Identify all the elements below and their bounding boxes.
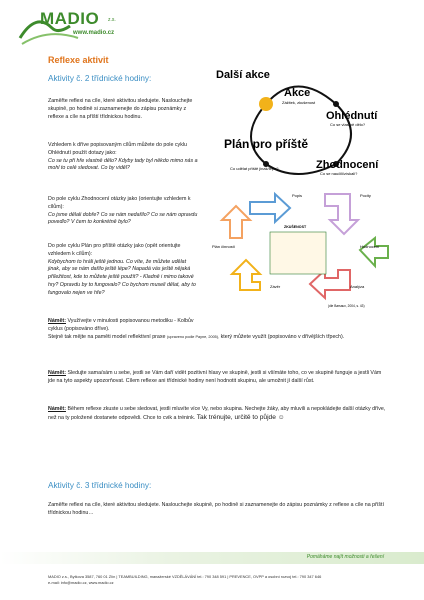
paragraph-namet-listen <box>48 406 388 423</box>
paragraph-zhodnoceni <box>48 196 198 227</box>
paragraph-activity-3: Zaměřte reflexi na cíle, které aktivitou sledujete. Naslouchejte skupině, po hodině si zaznamenejte do zápisu poznámky z reflexe a cíle na příští třídnickou hodinu… <box>48 502 384 516</box>
madio-logo <box>18 8 158 50</box>
paragraph-intro: Vzhledem k dříve popisovaným cílům můžete do pole cyklu Ohlédnutí použít dotazy jako: <box>48 142 187 156</box>
flow-box-hodnoceni: Hodnocení <box>360 244 380 249</box>
paragraph-questions: Co se tu při hře vlastně dělo? Kdyby tady byl někdo mimo nás a mohl to celé sledovat. Co by viděl? <box>48 157 198 172</box>
flow-source: (dle Barsaux, 2004, s. 43) <box>328 304 365 308</box>
cycle-sub-plan: Co udělat příště jinak/lépe? <box>230 166 279 171</box>
paragraph-questions: Co jsme dělali dobře? Co se nám nedařilo? Co se nám opravdu povedlo? V čem to konkrétně bylo? <box>48 211 198 226</box>
namet-text: Sledujte sama/sám u sebe, jestli se Vám daří vidět pozitivní hlasy ve skupině, jestli si všímáte toho, co ve skupině funguje a jestli Vám jde na tyto aspekty upozorňovat. Cílem reflexe ani třídnické hodiny není hodnotit skupinu, ale umožnit jí další růst. <box>48 370 382 384</box>
cycle-node <box>259 97 273 111</box>
cycle-label-ohlednuti: Ohlédnutí <box>326 110 378 122</box>
arrow-yellow-icon <box>232 260 260 290</box>
page-title: Reflexe aktivit <box>48 55 109 65</box>
source-note: (upraveno podle Payne, 2005), <box>166 335 220 339</box>
paragraph-ohlednuti <box>48 142 198 173</box>
reflective-text: Stejně tak mějte na paměti model reflektivní praxe <box>48 334 166 340</box>
namet-label: Námět: <box>48 318 66 324</box>
section-heading-activity-2: Aktivity č. 2 třídnické hodiny: <box>48 74 152 83</box>
namet-text: Využívejte v minulosti popisovanou metodiku - Kolbův cyklus (popisováno dříve). <box>48 318 194 332</box>
flow-box-plan: Plán činnosti <box>212 244 235 249</box>
namet-text: Během reflexe zkuste u sebe sledovat, jestli mluvíte více Vy, nebo skupina. Nechejte žáky, aby mluvili a nepokládejte další otázky dříve, než na ty položené dostanete odpovědi. Chce to cvik a trénink. <box>48 406 386 421</box>
cycle-sub-ohlednuti: Co se vlastně dělo? <box>330 122 366 127</box>
arrow-green-icon <box>360 238 388 266</box>
footer-line: MADIO z.s., Bytkova 3587, 760 01 Zlín | TEAMBUILDING, manažerské VZDĚLÁVÁNÍ tel.: 790 348 591 | PREVENCE, OVPP a osobní rozvoj tel.: 790 347 646 <box>48 574 322 579</box>
flow-box-popis: Popis <box>292 193 303 198</box>
footer-line: e-mail: info@madio.cz, www.madio.cz <box>48 580 114 585</box>
cycle-label-akce: Akce <box>284 87 311 99</box>
paragraph-plan <box>48 243 198 298</box>
footer-contact <box>48 574 388 586</box>
paragraph-namet-positive <box>48 370 388 386</box>
section-heading-activity-3: Aktivity č. 3 třídnické hodiny: <box>48 481 152 490</box>
cycle-label-dalsi-akce: Další akce <box>216 69 270 81</box>
reflective-practice-diagram <box>200 190 395 310</box>
flow-box-zkusenost: ZKUŠENOST <box>284 225 307 229</box>
arrow-orange-icon <box>222 206 250 238</box>
paragraph-intro: Do pole cyklu Zhodnocení otázky jako (orientujte vzhledem k cílům): <box>48 196 191 210</box>
logo-suffix: z.s. <box>108 17 116 23</box>
reflection-cycle-diagram <box>196 64 396 184</box>
reflective-text-end: který můžete využít (popisováno v dřívějších třpech). <box>220 334 345 340</box>
cycle-node <box>333 101 339 107</box>
namet-label: Námět: <box>48 406 66 412</box>
cycle-label-zhodnoceni: Zhodnocení <box>316 159 379 171</box>
paragraph-questions: Kdybychom to hráli ještě jednou. Co víte, že můžete udělat jinak, aby se nám dařilo ještě lépe? Napadá vás ještě nějaká příležitost, kde to můžete ještě použít? - Kladně i mimo takové hry? Opravdu by to fungovalo? Co bychom museli dělat, aby to fungovalo nejen ve hře? <box>48 258 196 296</box>
flow-box-zaver: Závěr <box>270 284 281 289</box>
paragraph-focus-goals: Zaměřte reflexi na cíle, které aktivitou sledujete. Naslouchejte skupině, po hodině si zaznamenejte do zápisu poznámky z reflexe a cíle na příští třídnickou hodinu. <box>48 98 193 120</box>
cycle-sub-akce: Zážitek, zkušenost <box>282 100 316 105</box>
cycle-label-plan: Plán pro příště <box>224 137 309 151</box>
logo-url: www.madio.cz <box>73 30 115 36</box>
encouragement-text: Tak trénujte, určitě to půjde ☺ <box>196 413 285 421</box>
namet-label: Námět: <box>48 370 66 376</box>
footer-motto: Pomáháme najít možnosti a řešení <box>306 554 384 560</box>
paragraph-intro: Do pole cyklu Plán pro příště otázky jako (opět orientujte vzhledem k cílům): <box>48 243 181 257</box>
paragraph-reflective-practice <box>48 334 388 342</box>
arrow-purple-icon <box>325 194 358 234</box>
arrow-blue-icon <box>250 194 290 222</box>
flow-box-pocity: Pocity <box>360 193 371 198</box>
flow-box-analyza: Analýza <box>350 284 365 289</box>
logo-name: MADIO <box>40 9 100 28</box>
cycle-sub-zhodnoceni: Co se naučili/získali? <box>320 171 358 176</box>
center-box <box>270 232 326 274</box>
paragraph-namet-kolb <box>48 318 198 334</box>
